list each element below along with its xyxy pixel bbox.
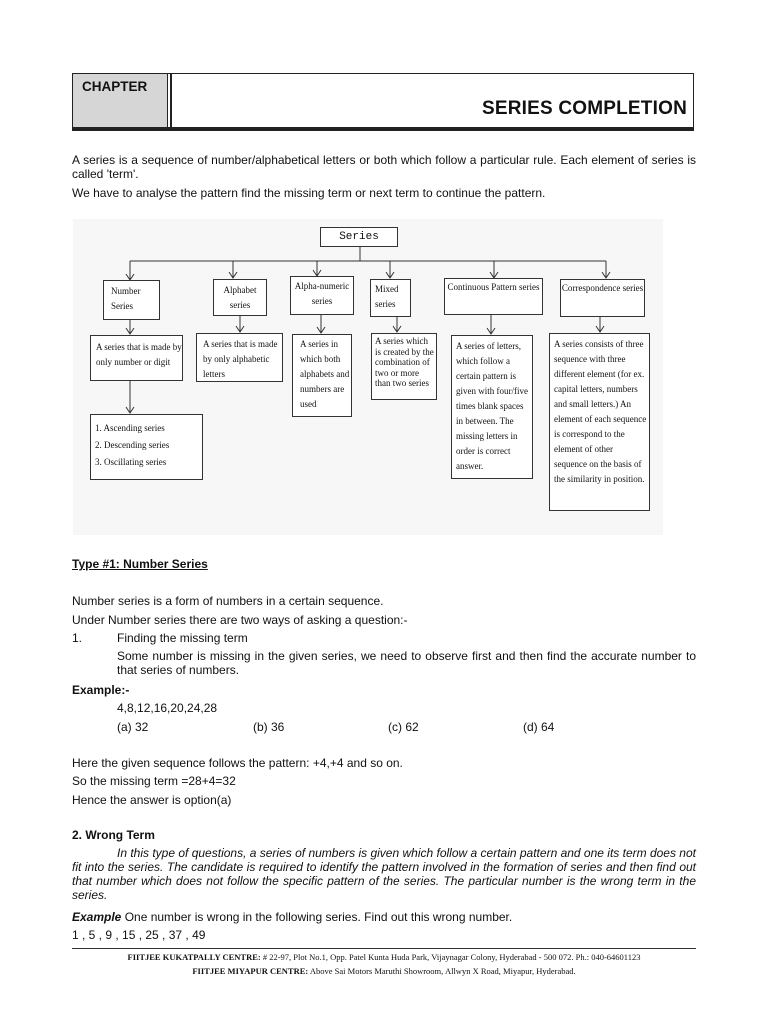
type1-sequence: 4,8,12,16,20,24,28 [117, 701, 218, 715]
type1-paragraph-2: Under Number series there are two ways of asking a question:- [72, 613, 408, 627]
chapter-title: SERIES COMPLETION [481, 98, 687, 119]
type1-example-label: Example:- [72, 683, 130, 697]
subtype-oscillating: 3. Oscillating series [95, 457, 167, 467]
series-root-box: Series [320, 227, 398, 247]
series-diagram [73, 219, 663, 535]
wrong-term-example [72, 910, 512, 924]
type1-paragraph-1: Number series is a form of numbers in a certain sequence. [72, 594, 384, 608]
intro-paragraph-2: We have to analyse the pattern find the missing term or next term to continue the pattern. [72, 186, 546, 200]
wrong-term-example-text: One number is wrong in the following series. Find out this wrong number. [121, 910, 513, 924]
explanation-line-3: Hence the answer is option(a) [72, 793, 232, 807]
chapter-header [72, 73, 694, 131]
type1-item-text: Some number is missing in the given series, we need to observe first and then find the accurate number to that series of numbers. [117, 649, 696, 677]
number-series-desc: A series that is made by only number or digit [90, 335, 183, 381]
alphabet-series-desc: A series that is made by only alphabetic letters [196, 333, 283, 382]
subtype-descending: 2. Descending series [95, 440, 170, 450]
type1-heading: Type #1: Number Series [72, 557, 208, 571]
continuous-pattern-series-box: Continuous Pattern series [444, 278, 543, 315]
correspondence-series-desc: A series consists of three sequence with three different element (for ex. capital letters, numbers and small letters.) An element of each sequence is correspond to the element of other sequence on the basis of the similarity in position. [549, 333, 650, 511]
footer-address-1: # 22-97, Plot No.1, Opp. Patel Kunta Huda Park, Vijaynagar Colony, Hyderabad - 500 072. Ph.: 040-64601123 [260, 952, 641, 962]
footer-line-2 [72, 966, 696, 976]
header-divider [170, 74, 172, 127]
mixed-series-desc: A series which is created by the combination of two or more than two series [371, 333, 437, 400]
number-series-subtypes [90, 414, 203, 480]
footer-address-2: Above Sai Motors Maruthi Showroom, Allwyn X Road, Miyapur, Hyderabad. [308, 966, 576, 976]
wrong-term-paragraph: In this type of questions, a series of numbers is given which follow a certain pattern and one its term does not fit into the series. The candidate is required to identify the pattern involved in the formation of series and then find out that number which does not follow the specific pattern of the series. The particular number is the wrong term in the series. [72, 846, 696, 902]
alphabet-series-box: Alphabet series [213, 279, 267, 316]
option-b: (b) 36 [253, 720, 285, 734]
option-c: (c) 62 [388, 720, 419, 734]
footer-brand-1: FIITJEE KUKATPALLY CENTRE: [127, 952, 261, 962]
correspondence-series-box: Correspondence series [560, 279, 645, 317]
footer-line-1 [72, 952, 696, 962]
type1-item-number: 1. [72, 631, 83, 645]
intro-paragraph-1: A series is a sequence of number/alphabetical letters or both which follow a particular rule. Each element of series is called 'term'. [72, 153, 696, 181]
chapter-label: CHAPTER [73, 74, 168, 127]
alpha-numeric-series-desc: A series in which both alphabets and numbers are used [292, 334, 352, 417]
wrong-term-sequence: 1 , 5 , 9 , 15 , 25 , 37 , 49 [72, 928, 206, 942]
wrong-term-heading: 2. Wrong Term [72, 828, 155, 842]
option-a: (a) 32 [117, 720, 149, 734]
number-series-box: Number Series [103, 280, 160, 320]
continuous-pattern-series-desc: A series of letters, which follow a certain pattern is given with four/five times blank spaces in between. The missing letters in order is correct answer. [451, 335, 533, 479]
subtype-ascending: 1. Ascending series [95, 423, 165, 433]
option-d: (d) 64 [523, 720, 555, 734]
explanation-line-2: So the missing term =28+4=32 [72, 774, 236, 788]
footer-rule [72, 948, 696, 949]
wrong-term-example-label: Example [72, 910, 122, 924]
explanation-line-1: Here the given sequence follows the pattern: +4,+4 and so on. [72, 756, 403, 770]
type1-item-title: Finding the missing term [117, 631, 248, 645]
alpha-numeric-series-box: Alpha-numeric series [290, 276, 354, 315]
footer-brand-2: FIITJEE MIYAPUR CENTRE: [192, 966, 309, 976]
mixed-series-box: Mixed series [370, 279, 411, 317]
